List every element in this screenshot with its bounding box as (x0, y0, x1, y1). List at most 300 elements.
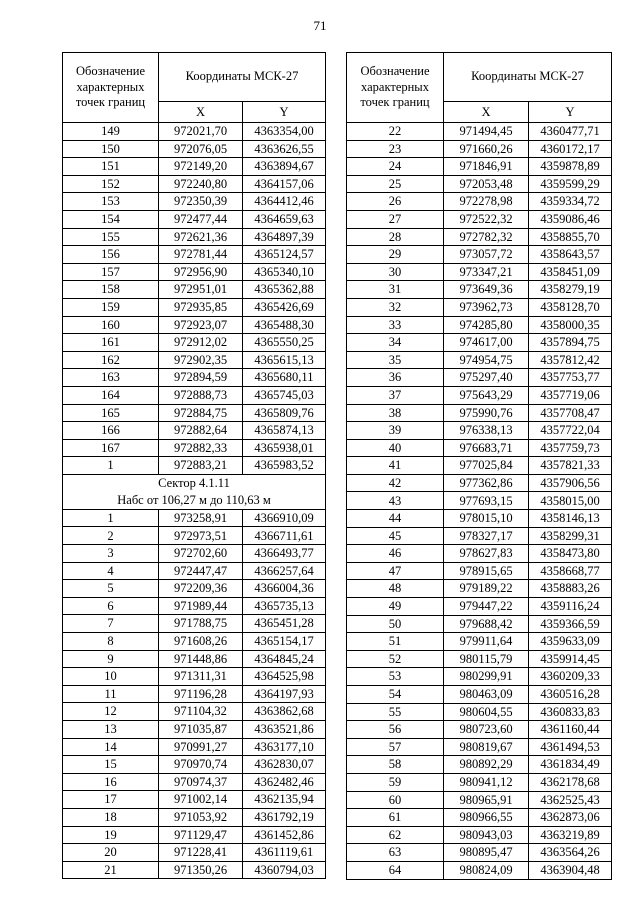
table-row (347, 545, 612, 563)
x-coordinate-cell: 971228,41 (159, 844, 243, 862)
x-coordinate-cell: 971846,91 (444, 158, 529, 176)
x-coordinate-cell: 980966,55 (444, 809, 529, 827)
point-number-cell: 13 (63, 721, 159, 739)
x-coordinate-cell: 972522,32 (444, 210, 529, 228)
y-coordinate-cell: 4365451,28 (243, 615, 326, 633)
table-row (347, 844, 612, 862)
x-coordinate-cell: 979447,22 (444, 598, 529, 616)
point-number-cell: 161 (63, 334, 159, 352)
table-row (63, 246, 326, 264)
table-row (347, 562, 612, 580)
y-coordinate-cell: 4366711,61 (243, 527, 326, 545)
point-number-cell: 62 (347, 826, 444, 844)
point-number-cell: 36 (347, 369, 444, 387)
point-number-cell: 151 (63, 158, 159, 176)
point-number-cell: 59 (347, 773, 444, 791)
x-coordinate-cell: 972240,80 (159, 175, 243, 193)
point-number-cell: 32 (347, 298, 444, 316)
table-row (63, 457, 326, 475)
sector-title: Сектор 4.1.11 (158, 476, 230, 490)
y-coordinate-cell: 4358128,70 (529, 298, 612, 316)
point-number-cell: 26 (347, 193, 444, 211)
y-coordinate-cell: 4358279,19 (529, 281, 612, 299)
table-row (347, 492, 612, 510)
x-coordinate-cell: 971053,92 (159, 808, 243, 826)
x-coordinate-cell: 972912,02 (159, 334, 243, 352)
table-row (63, 334, 326, 352)
x-coordinate-cell: 979911,64 (444, 633, 529, 651)
x-coordinate-cell: 972350,39 (159, 193, 243, 211)
x-coordinate-cell: 973649,36 (444, 281, 529, 299)
x-coordinate-cell: 972621,36 (159, 228, 243, 246)
x-coordinate-cell: 974617,00 (444, 334, 529, 352)
y-coordinate-cell: 4365809,76 (243, 404, 326, 422)
table-row (347, 351, 612, 369)
y-coordinate-cell: 4357753,77 (529, 369, 612, 387)
point-number-cell: 20 (63, 844, 159, 862)
y-coordinate-cell: 4357708,47 (529, 404, 612, 422)
y-coordinate-cell: 4365426,69 (243, 298, 326, 316)
point-number-cell: 46 (347, 545, 444, 563)
x-coordinate-cell: 971608,26 (159, 633, 243, 651)
y-coordinate-cell: 4366004,36 (243, 580, 326, 598)
y-coordinate-cell: 4366910,09 (243, 509, 326, 527)
coordinates-table-left (62, 52, 326, 879)
y-coordinate-cell: 4365154,17 (243, 633, 326, 651)
x-coordinate-cell: 972888,73 (159, 386, 243, 404)
sector-row (63, 474, 326, 509)
x-coordinate-cell: 971494,45 (444, 123, 529, 141)
table-row (347, 826, 612, 844)
x-coordinate-cell: 972053,48 (444, 175, 529, 193)
point-number-cell: 159 (63, 298, 159, 316)
table-row (63, 509, 326, 527)
x-coordinate-cell: 972883,21 (159, 457, 243, 475)
table-row (347, 598, 612, 616)
table-row (347, 773, 612, 791)
x-coordinate-cell: 972951,01 (159, 281, 243, 299)
point-number-cell: 64 (347, 861, 444, 879)
x-coordinate-cell: 980819,67 (444, 738, 529, 756)
x-coordinate-cell: 970991,27 (159, 738, 243, 756)
table-row (63, 404, 326, 422)
y-coordinate-cell: 4363862,68 (243, 703, 326, 721)
header-x: X (444, 101, 529, 122)
table-row (63, 527, 326, 545)
point-number-cell: 44 (347, 510, 444, 528)
table-row (347, 686, 612, 704)
y-coordinate-cell: 4357812,42 (529, 351, 612, 369)
y-coordinate-cell: 4364525,98 (243, 668, 326, 686)
point-number-cell: 2 (63, 527, 159, 545)
point-number-cell: 19 (63, 826, 159, 844)
x-coordinate-cell: 976338,13 (444, 422, 529, 440)
x-coordinate-cell: 971196,28 (159, 685, 243, 703)
y-coordinate-cell: 4362178,68 (529, 773, 612, 791)
x-coordinate-cell: 973347,21 (444, 263, 529, 281)
point-number-cell: 15 (63, 756, 159, 774)
y-coordinate-cell: 4358643,57 (529, 246, 612, 264)
y-coordinate-cell: 4364412,46 (243, 193, 326, 211)
table-row (347, 703, 612, 721)
table-row (63, 316, 326, 334)
y-coordinate-cell: 4358451,09 (529, 263, 612, 281)
y-coordinate-cell: 4357759,73 (529, 439, 612, 457)
x-coordinate-cell: 972935,85 (159, 298, 243, 316)
x-coordinate-cell: 971448,86 (159, 650, 243, 668)
header-y: Y (529, 101, 612, 122)
point-number-cell: 57 (347, 738, 444, 756)
y-coordinate-cell: 4357719,06 (529, 386, 612, 404)
table-row (63, 791, 326, 809)
table-row (347, 457, 612, 475)
point-number-cell: 30 (347, 263, 444, 281)
x-coordinate-cell: 977025,84 (444, 457, 529, 475)
table-row (347, 791, 612, 809)
x-coordinate-cell: 980943,03 (444, 826, 529, 844)
table-row (63, 597, 326, 615)
y-coordinate-cell: 4362525,43 (529, 791, 612, 809)
y-coordinate-cell: 4363564,26 (529, 844, 612, 862)
y-coordinate-cell: 4364897,39 (243, 228, 326, 246)
table-row (347, 809, 612, 827)
point-number-cell: 157 (63, 263, 159, 281)
table-row (63, 773, 326, 791)
point-number-cell: 167 (63, 439, 159, 457)
table-row (63, 228, 326, 246)
y-coordinate-cell: 4365340,10 (243, 263, 326, 281)
point-number-cell: 150 (63, 140, 159, 158)
y-coordinate-cell: 4365362,88 (243, 281, 326, 299)
point-number-cell: 35 (347, 351, 444, 369)
point-number-cell: 28 (347, 228, 444, 246)
point-number-cell: 51 (347, 633, 444, 651)
point-number-cell: 22 (347, 123, 444, 141)
y-coordinate-cell: 4364197,93 (243, 685, 326, 703)
x-coordinate-cell: 980824,09 (444, 861, 529, 879)
table-row (347, 298, 612, 316)
table-row (63, 703, 326, 721)
y-coordinate-cell: 4363354,00 (243, 123, 326, 141)
point-number-cell: 18 (63, 808, 159, 826)
point-number-cell: 155 (63, 228, 159, 246)
point-number-cell: 29 (347, 246, 444, 264)
x-coordinate-cell: 978015,10 (444, 510, 529, 528)
table-row (347, 668, 612, 686)
x-coordinate-cell: 980604,55 (444, 703, 529, 721)
table-row (63, 298, 326, 316)
y-coordinate-cell: 4357894,75 (529, 334, 612, 352)
table-row (63, 685, 326, 703)
x-coordinate-cell: 975643,29 (444, 386, 529, 404)
y-coordinate-cell: 4359878,89 (529, 158, 612, 176)
point-number-cell: 41 (347, 457, 444, 475)
x-coordinate-cell: 972149,20 (159, 158, 243, 176)
sector-cell (63, 474, 326, 509)
point-number-cell: 7 (63, 615, 159, 633)
table-row (347, 721, 612, 739)
x-coordinate-cell: 972076,05 (159, 140, 243, 158)
x-coordinate-cell: 972209,36 (159, 580, 243, 598)
table-row (347, 439, 612, 457)
table-row (347, 246, 612, 264)
x-coordinate-cell: 972021,70 (159, 123, 243, 141)
y-coordinate-cell: 4360833,83 (529, 703, 612, 721)
header-x: X (159, 101, 243, 122)
point-number-cell: 8 (63, 633, 159, 651)
point-number-cell: 45 (347, 527, 444, 545)
left-table-body-bottom (63, 509, 326, 878)
table-row (63, 210, 326, 228)
right-table-body (347, 123, 612, 880)
point-number-cell: 47 (347, 562, 444, 580)
point-number-cell: 4 (63, 562, 159, 580)
y-coordinate-cell: 4359086,46 (529, 210, 612, 228)
y-coordinate-cell: 4364659,63 (243, 210, 326, 228)
table-row (63, 351, 326, 369)
x-coordinate-cell: 972781,44 (159, 246, 243, 264)
y-coordinate-cell: 4359599,29 (529, 175, 612, 193)
table-row (347, 334, 612, 352)
table-row (347, 316, 612, 334)
y-coordinate-cell: 4360516,28 (529, 686, 612, 704)
y-coordinate-cell: 4364845,24 (243, 650, 326, 668)
x-coordinate-cell: 972973,51 (159, 527, 243, 545)
point-number-cell: 16 (63, 773, 159, 791)
y-coordinate-cell: 4365615,13 (243, 351, 326, 369)
point-number-cell: 1 (63, 509, 159, 527)
y-coordinate-cell: 4358015,00 (529, 492, 612, 510)
x-coordinate-cell: 972956,90 (159, 263, 243, 281)
table-row (63, 193, 326, 211)
table-row (347, 193, 612, 211)
x-coordinate-cell: 980892,29 (444, 756, 529, 774)
table-row (347, 404, 612, 422)
x-coordinate-cell: 972923,07 (159, 316, 243, 334)
point-number-cell: 162 (63, 351, 159, 369)
x-coordinate-cell: 972882,33 (159, 439, 243, 457)
point-number-cell: 55 (347, 703, 444, 721)
point-number-cell: 165 (63, 404, 159, 422)
y-coordinate-cell: 4361119,61 (243, 844, 326, 862)
point-number-cell: 163 (63, 369, 159, 387)
table-row (347, 263, 612, 281)
y-coordinate-cell: 4359366,59 (529, 615, 612, 633)
table-row (63, 369, 326, 387)
x-coordinate-cell: 976683,71 (444, 439, 529, 457)
y-coordinate-cell: 4358000,35 (529, 316, 612, 334)
x-coordinate-cell: 978627,83 (444, 545, 529, 563)
point-number-cell: 50 (347, 615, 444, 633)
sector-subtitle: Набс от 106,27 м до 110,63 м (117, 492, 271, 507)
point-number-cell: 14 (63, 738, 159, 756)
y-coordinate-cell: 4358883,26 (529, 580, 612, 598)
y-coordinate-cell: 4365735,13 (243, 597, 326, 615)
x-coordinate-cell: 970970,74 (159, 756, 243, 774)
y-coordinate-cell: 4362830,07 (243, 756, 326, 774)
x-coordinate-cell: 971989,44 (159, 597, 243, 615)
point-number-cell: 23 (347, 140, 444, 158)
y-coordinate-cell: 4366493,77 (243, 545, 326, 563)
y-coordinate-cell: 4364157,06 (243, 175, 326, 193)
table-row (63, 633, 326, 651)
point-number-cell: 63 (347, 844, 444, 862)
y-coordinate-cell: 4363521,86 (243, 721, 326, 739)
x-coordinate-cell: 972702,60 (159, 545, 243, 563)
table-row (63, 756, 326, 774)
x-coordinate-cell: 972447,47 (159, 562, 243, 580)
point-number-cell: 158 (63, 281, 159, 299)
x-coordinate-cell: 971350,26 (159, 861, 243, 879)
y-coordinate-cell: 4360209,33 (529, 668, 612, 686)
table-row (347, 369, 612, 387)
point-number-cell: 152 (63, 175, 159, 193)
point-number-cell: 5 (63, 580, 159, 598)
table-row (347, 474, 612, 492)
y-coordinate-cell: 4365983,52 (243, 457, 326, 475)
x-coordinate-cell: 971788,75 (159, 615, 243, 633)
point-number-cell: 58 (347, 756, 444, 774)
point-number-cell: 11 (63, 685, 159, 703)
table-row (63, 580, 326, 598)
point-number-cell: 3 (63, 545, 159, 563)
x-coordinate-cell: 980463,09 (444, 686, 529, 704)
table-row (63, 826, 326, 844)
table-row (63, 738, 326, 756)
x-coordinate-cell: 970974,37 (159, 773, 243, 791)
point-number-cell: 49 (347, 598, 444, 616)
table-row (63, 545, 326, 563)
x-coordinate-cell: 973057,72 (444, 246, 529, 264)
table-row (63, 650, 326, 668)
x-coordinate-cell: 972782,32 (444, 228, 529, 246)
y-coordinate-cell: 4365938,01 (243, 439, 326, 457)
x-coordinate-cell: 975297,40 (444, 369, 529, 387)
header-designation: Обозначение характерных точек границ (347, 53, 444, 123)
table-row (347, 175, 612, 193)
x-coordinate-cell: 978915,65 (444, 562, 529, 580)
x-coordinate-cell: 972477,44 (159, 210, 243, 228)
x-coordinate-cell: 980723,60 (444, 721, 529, 739)
x-coordinate-cell: 972894,59 (159, 369, 243, 387)
y-coordinate-cell: 4358668,77 (529, 562, 612, 580)
x-coordinate-cell: 974954,75 (444, 351, 529, 369)
left-table-body-top (63, 123, 326, 475)
table-row (347, 140, 612, 158)
x-coordinate-cell: 971129,47 (159, 826, 243, 844)
table-row (347, 861, 612, 879)
table-row (63, 175, 326, 193)
y-coordinate-cell: 4363177,10 (243, 738, 326, 756)
y-coordinate-cell: 4359633,09 (529, 633, 612, 651)
table-row (347, 738, 612, 756)
table-row (347, 615, 612, 633)
x-coordinate-cell: 975990,76 (444, 404, 529, 422)
y-coordinate-cell: 4361160,44 (529, 721, 612, 739)
table-row (347, 422, 612, 440)
table-row (63, 439, 326, 457)
y-coordinate-cell: 4362482,46 (243, 773, 326, 791)
x-coordinate-cell: 980895,47 (444, 844, 529, 862)
point-number-cell: 38 (347, 404, 444, 422)
table-row (63, 615, 326, 633)
x-coordinate-cell: 971311,31 (159, 668, 243, 686)
table-row (63, 123, 326, 141)
point-number-cell: 149 (63, 123, 159, 141)
table-row (347, 281, 612, 299)
y-coordinate-cell: 4365550,25 (243, 334, 326, 352)
y-coordinate-cell: 4357821,33 (529, 457, 612, 475)
table-row (63, 808, 326, 826)
point-number-cell: 6 (63, 597, 159, 615)
y-coordinate-cell: 4363894,67 (243, 158, 326, 176)
point-number-cell: 10 (63, 668, 159, 686)
point-number-cell: 27 (347, 210, 444, 228)
table-row (347, 228, 612, 246)
y-coordinate-cell: 4365745,03 (243, 386, 326, 404)
x-coordinate-cell: 980965,91 (444, 791, 529, 809)
y-coordinate-cell: 4358146,13 (529, 510, 612, 528)
point-number-cell: 1 (63, 457, 159, 475)
coordinates-table-right (346, 52, 612, 880)
table-row (63, 844, 326, 862)
x-coordinate-cell: 972882,64 (159, 422, 243, 440)
y-coordinate-cell: 4359914,45 (529, 650, 612, 668)
x-coordinate-cell: 971035,87 (159, 721, 243, 739)
x-coordinate-cell: 977362,86 (444, 474, 529, 492)
y-coordinate-cell: 4359116,24 (529, 598, 612, 616)
y-coordinate-cell: 4359334,72 (529, 193, 612, 211)
table-row (347, 580, 612, 598)
y-coordinate-cell: 4363904,48 (529, 861, 612, 879)
y-coordinate-cell: 4360477,71 (529, 123, 612, 141)
point-number-cell: 39 (347, 422, 444, 440)
point-number-cell: 53 (347, 668, 444, 686)
point-number-cell: 21 (63, 861, 159, 879)
x-coordinate-cell: 979189,22 (444, 580, 529, 598)
x-coordinate-cell: 973258,91 (159, 509, 243, 527)
table-row (347, 158, 612, 176)
table-row (63, 422, 326, 440)
x-coordinate-cell: 971660,26 (444, 140, 529, 158)
header-coordinates: Координаты МСК-27 (444, 53, 612, 102)
point-number-cell: 17 (63, 791, 159, 809)
x-coordinate-cell: 978327,17 (444, 527, 529, 545)
table-row (347, 123, 612, 141)
x-coordinate-cell: 973962,73 (444, 298, 529, 316)
table-row (63, 562, 326, 580)
point-number-cell: 54 (347, 686, 444, 704)
table-row (347, 633, 612, 651)
point-number-cell: 160 (63, 316, 159, 334)
table-row (347, 386, 612, 404)
point-number-cell: 164 (63, 386, 159, 404)
y-coordinate-cell: 4362873,06 (529, 809, 612, 827)
table-row (63, 721, 326, 739)
header-y: Y (243, 101, 326, 122)
point-number-cell: 37 (347, 386, 444, 404)
y-coordinate-cell: 4361494,53 (529, 738, 612, 756)
y-coordinate-cell: 4365124,57 (243, 246, 326, 264)
x-coordinate-cell: 974285,80 (444, 316, 529, 334)
table-row (347, 510, 612, 528)
y-coordinate-cell: 4361834,49 (529, 756, 612, 774)
point-number-cell: 34 (347, 334, 444, 352)
point-number-cell: 12 (63, 703, 159, 721)
y-coordinate-cell: 4360794,03 (243, 861, 326, 879)
y-coordinate-cell: 4358473,80 (529, 545, 612, 563)
y-coordinate-cell: 4365680,11 (243, 369, 326, 387)
